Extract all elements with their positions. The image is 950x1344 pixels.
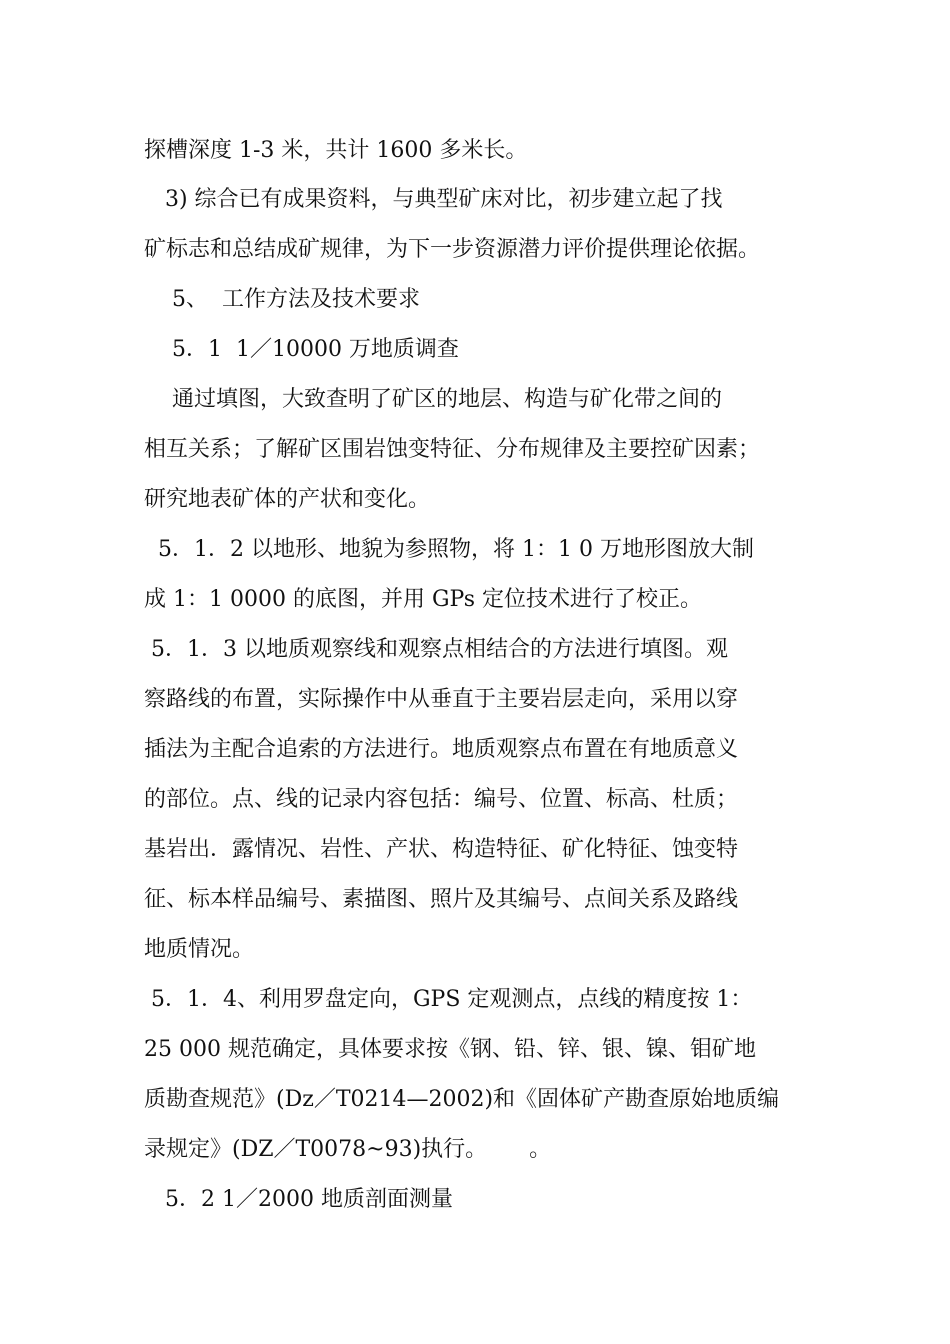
text-line: 5．1．3 以地质观察线和观察点相结合的方法进行填图。观 bbox=[144, 637, 728, 662]
text-line: 探槽深度 1-3 米，共计 1600 多米长。 bbox=[144, 138, 528, 163]
subsection-heading: 5．2 1／2000 地质剖面测量 bbox=[144, 1187, 453, 1212]
text-line: 质勘查规范》(Dz／T0214—2002)和《固体矿产勘查原始地质编 bbox=[144, 1087, 780, 1112]
text-line: 征、标本样品编号、素描图、照片及其编号、点间关系及路线 bbox=[144, 887, 739, 912]
text-line: 察路线的布置，实际操作中从垂直于主要岩层走向，采用以穿 bbox=[144, 687, 739, 712]
text-line: 相互关系；了解矿区围岩蚀变特征、分布规律及主要控矿因素； bbox=[144, 437, 761, 462]
text-line: 成 1：1 0000 的底图，并用 GPs 定位技术进行了校正。 bbox=[144, 587, 703, 612]
text-line: 基岩出．露情况、岩性、产状、构造特征、矿化特征、蚀变特 bbox=[144, 837, 739, 862]
text-line: 插法为主配合追索的方法进行。地质观察点布置在有地质意义 bbox=[144, 737, 739, 762]
text-line: 录规定》(DZ／T0078~93)执行。 。 bbox=[144, 1137, 552, 1162]
text-line: 地质情况。 bbox=[144, 937, 255, 962]
text-line: 25 000 规范确定，具体要求按《钢、铅、锌、银、镍、钼矿地 bbox=[144, 1037, 756, 1062]
section-heading: 5、 工作方法及技术要求 bbox=[144, 287, 420, 312]
text-line: 矿标志和总结成矿规律，为下一步资源潜力评价提供理论依据。 bbox=[144, 237, 761, 262]
subsection-heading: 5．1 1／10000 万地质调查 bbox=[144, 337, 459, 362]
text-line: 通过填图，大致查明了矿区的地层、构造与矿化带之间的 bbox=[144, 387, 722, 412]
text-line: 5．1．2 以地形、地貌为参照物，将 1：1 0 万地形图放大制 bbox=[144, 537, 754, 562]
text-line: 研究地表矿体的产状和变化。 bbox=[144, 487, 431, 512]
text-line: 3) 综合已有成果资料，与典型矿床对比，初步建立起了找 bbox=[144, 187, 723, 212]
text-line: 的部位。点、线的记录内容包括：编号、位置、标高、杜质； bbox=[144, 787, 739, 812]
text-line: 5．1．4、利用罗盘定向，GPS 定观测点，点线的精度按 1： bbox=[144, 987, 753, 1012]
